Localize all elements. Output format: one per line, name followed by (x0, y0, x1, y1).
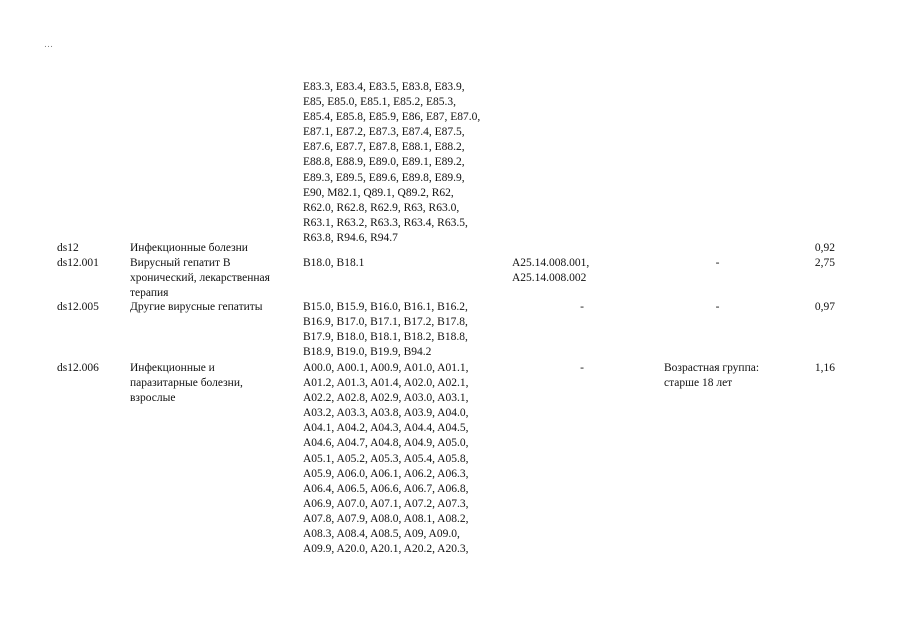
row-code: ds12.005 (57, 301, 99, 313)
row-coefficient: 0,97 (814, 301, 835, 313)
row-coefficient: 0,92 (814, 242, 835, 254)
row-services: A25.14.008.001, A25.14.008.002 (512, 257, 590, 285)
row-services: - (580, 301, 584, 313)
row-coefficient: 1,16 (814, 362, 835, 374)
row-other-criteria: - (715, 301, 720, 313)
continuation-mkb-codes: E83.3, E83.4, E83.5, E83.8, E83.9, E85, E85.0, E85.1, E85.2, E85.3, E85.4, E85.8, E85.9, E86, E87, E87.0, E87.1, E87.2, E87.3, E87.4, E87.5, E87.6, E87.7, E87.8, E88.1, E88.2, E88.8, E88.9, E89.0, E89.1, E89.2, E89.3, E89.5, E89.6, E89.8, E89.9, E90, M82.1, Q89.1, Q89.2, R62, R62.0, R62.8, R62.9, R63, R63.0, R63.1, R63.2, R63.3, R63.4, R63.5, R63.8, R94.6, R94.7 (303, 81, 481, 244)
row-mkb-codes: B18.0, B18.1 (303, 257, 365, 269)
row-other-criteria: Возрастная группа: старше 18 лет (664, 362, 760, 390)
row-services: - (580, 362, 584, 374)
row-code: ds12 (57, 242, 79, 254)
row-mkb-codes: B15.0, B15.9, B16.0, B16.1, B16.2, B16.9, B17.0, B17.1, B17.2, B17.8, B17.9, B18.0, B18.1, B18.2, B18.8, B18.9, B19.0, B19.9, B94.2 (303, 301, 468, 359)
row-mkb-codes: A00.0, A00.1, A00.9, A01.0, A01.1, A01.2, A01.3, A01.4, A02.0, A02.1, A02.2, A02.8, A02.9, A03.0, A03.1, A03.2, A03.3, A03.8, A03.9, A04.0, A04.1, A04.2, A04.3, A04.4, A04.5, A04.6, A04.7, A04.8, A04.9, A05.0, A05.1, A05.2, A05.3, A05.4, A05.8, A05.9, A06.0, A06.1, A06.2, A06.3, A06.4, A06.5, A06.6, A06.7, A06.8, A06.9, A07.0, A07.1, A07.2, A07.3, A07.8, A07.9, A08.0, A08.1, A08.2, A08.3, A08.4, A08.5, A09, A09.0, A09.9, A20.0, A20.1, A20.2, A20.3, (303, 362, 469, 556)
row-other-criteria: - (715, 257, 720, 269)
row-name: Инфекционные болезни (130, 242, 248, 254)
row-name: Другие вирусные гепатиты (130, 301, 263, 313)
row-name: Инфекционные и паразитарные болезни, взрослые (130, 362, 243, 405)
row-code: ds12.006 (57, 362, 99, 374)
header-mark: … (44, 39, 53, 49)
row-name: Вирусный гепатит B хронический, лекарственная терапия (130, 257, 270, 300)
row-code: ds12.001 (57, 257, 99, 269)
row-coefficient: 2,75 (814, 257, 835, 269)
